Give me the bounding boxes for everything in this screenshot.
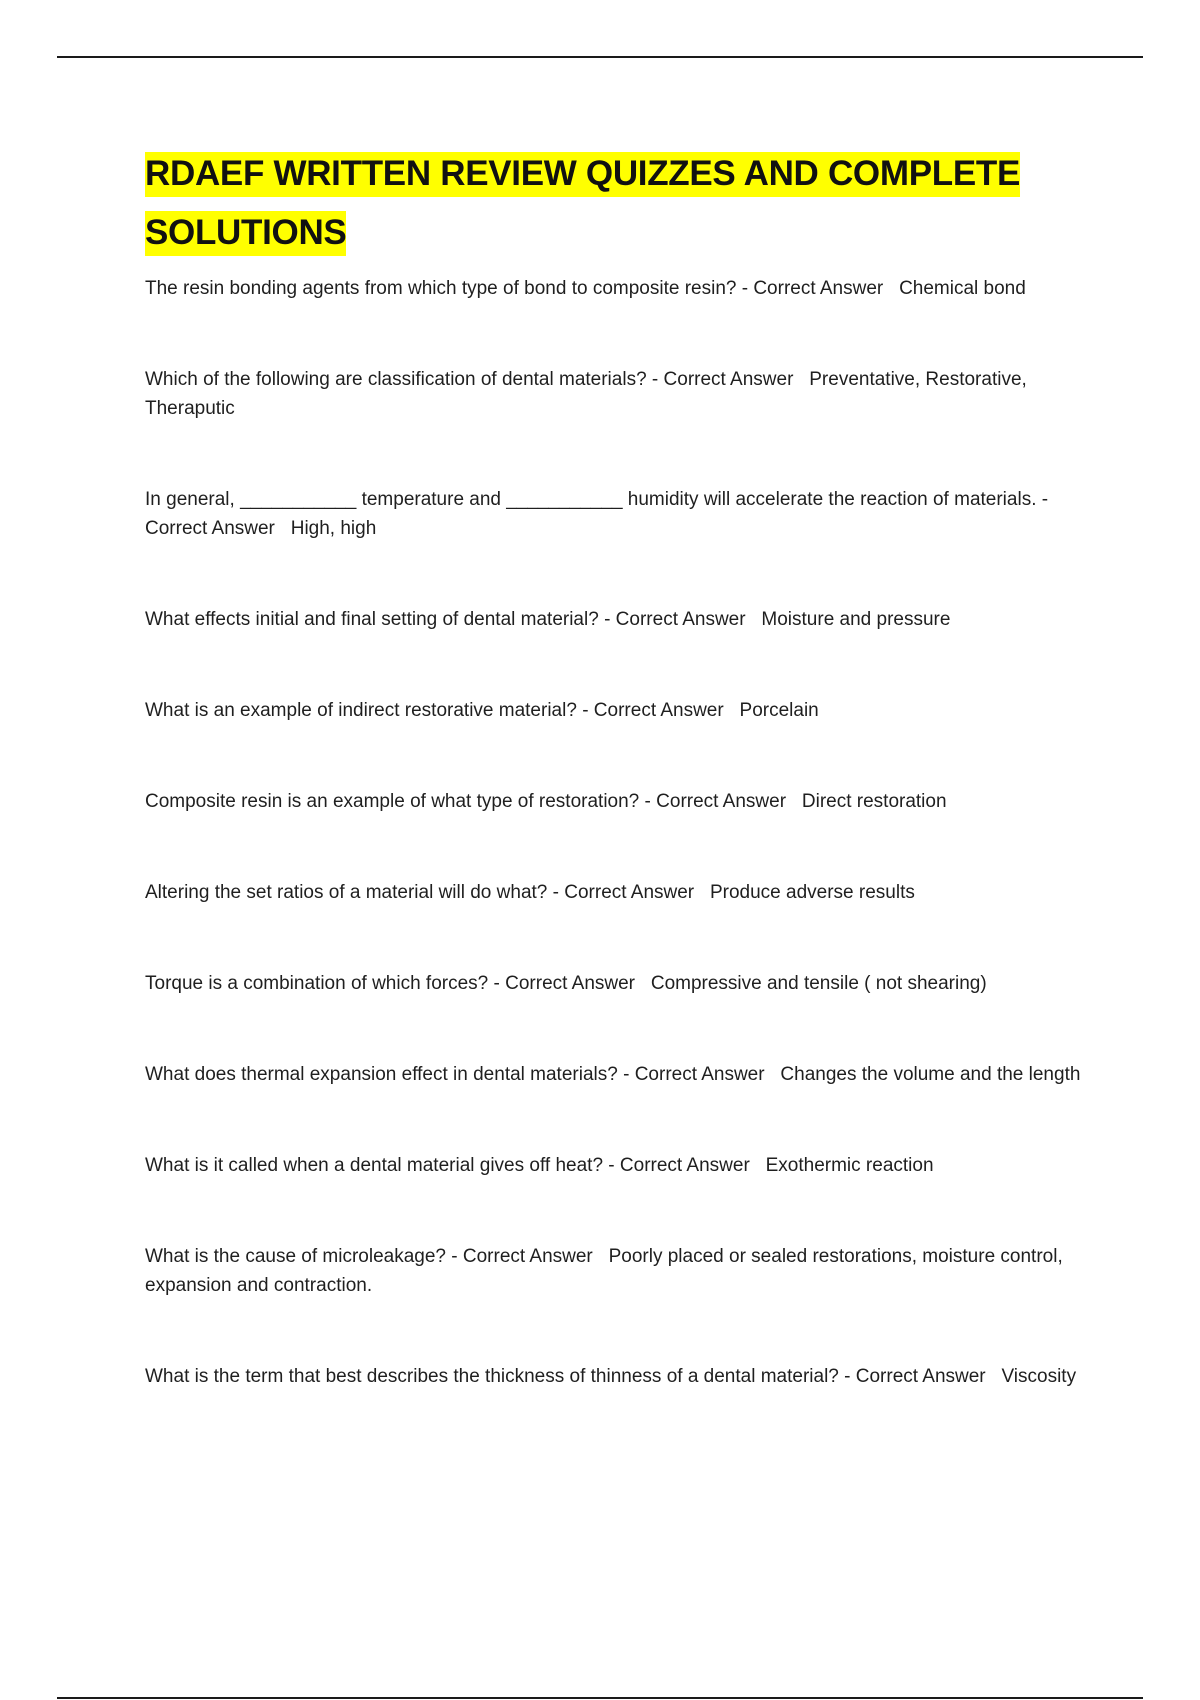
answer-text: Viscosity [1001, 1366, 1077, 1387]
answer-label: - Correct Answer [145, 489, 1049, 539]
qa-item [145, 485, 1091, 543]
qa-item [145, 1362, 1091, 1391]
answer-label: - Correct Answer [493, 973, 635, 994]
answer-label: - Correct Answer [451, 1246, 593, 1267]
question-text: What effects initial and final setting of dental material? [145, 609, 599, 630]
answer-text: Produce adverse results [709, 882, 915, 903]
answer-text: Direct restoration [801, 791, 947, 812]
answer-label: - Correct Answer [651, 369, 794, 390]
question-text: Which of the following are classification of dental materials? [145, 369, 647, 390]
answer-text: Poorly placed or sealed restorations, moisture control, expansion and contraction. [145, 1246, 1063, 1296]
answer-text: Preventative, Restorative, Theraputic [145, 369, 1027, 419]
question-text: Torque is a combination of which forces? [145, 973, 489, 994]
answer-label: - Correct Answer [741, 278, 884, 299]
question-text: What is it called when a dental material gives off heat? [145, 1155, 604, 1176]
question-text: What is the cause of microleakage? [145, 1246, 446, 1267]
question-text: What is the term that best describes the thickness of thinness of a dental material? [145, 1366, 839, 1387]
answer-text: Porcelain [739, 700, 819, 721]
question-text: Altering the set ratios of a material will do what? [145, 882, 548, 903]
qa-item [145, 969, 1091, 998]
qa-item [145, 274, 1091, 303]
answer-text: Compressive and tensile ( not shearing) [650, 973, 987, 994]
qa-item [145, 696, 1091, 725]
qa-item [145, 1242, 1091, 1300]
title-highlight: RDAEF WRITTEN REVIEW QUIZZES AND COMPLETE SOLUTIONS [145, 152, 1020, 256]
qa-item [145, 878, 1091, 907]
answer-label: - Correct Answer [608, 1155, 750, 1176]
answer-label: - Correct Answer [644, 791, 787, 812]
answer-label: - Correct Answer [582, 700, 724, 721]
question-text: What does thermal expansion effect in dental materials? [145, 1064, 618, 1085]
answer-text: Exothermic reaction [765, 1155, 934, 1176]
answer-label: - Correct Answer [552, 882, 695, 903]
qa-list [145, 274, 1091, 1391]
qa-item [145, 787, 1091, 816]
qa-item [145, 365, 1091, 423]
answer-text: High, high [290, 518, 377, 539]
answer-text: Changes the volume and the length [780, 1064, 1081, 1085]
answer-text: Moisture and pressure [761, 609, 951, 630]
header-rule [57, 56, 1143, 58]
answer-text: Chemical bond [899, 278, 1026, 299]
qa-item [145, 1151, 1091, 1180]
question-text: What is an example of indirect restorative material? [145, 700, 577, 721]
answer-label: - Correct Answer [623, 1064, 765, 1085]
document-body [145, 144, 1091, 1453]
question-text: In general, ___________ temperature and ___________ humidity will accelerate the reaction of materials. [145, 489, 1037, 510]
question-text: The resin bonding agents from which type of bond to composite resin? [145, 278, 737, 299]
document-title [145, 144, 1091, 262]
answer-label: - Correct Answer [604, 609, 746, 630]
qa-item [145, 605, 1091, 634]
footer-rule [57, 1697, 1143, 1699]
question-text: Composite resin is an example of what type of restoration? [145, 791, 640, 812]
answer-label: - Correct Answer [844, 1366, 986, 1387]
qa-item [145, 1060, 1091, 1089]
